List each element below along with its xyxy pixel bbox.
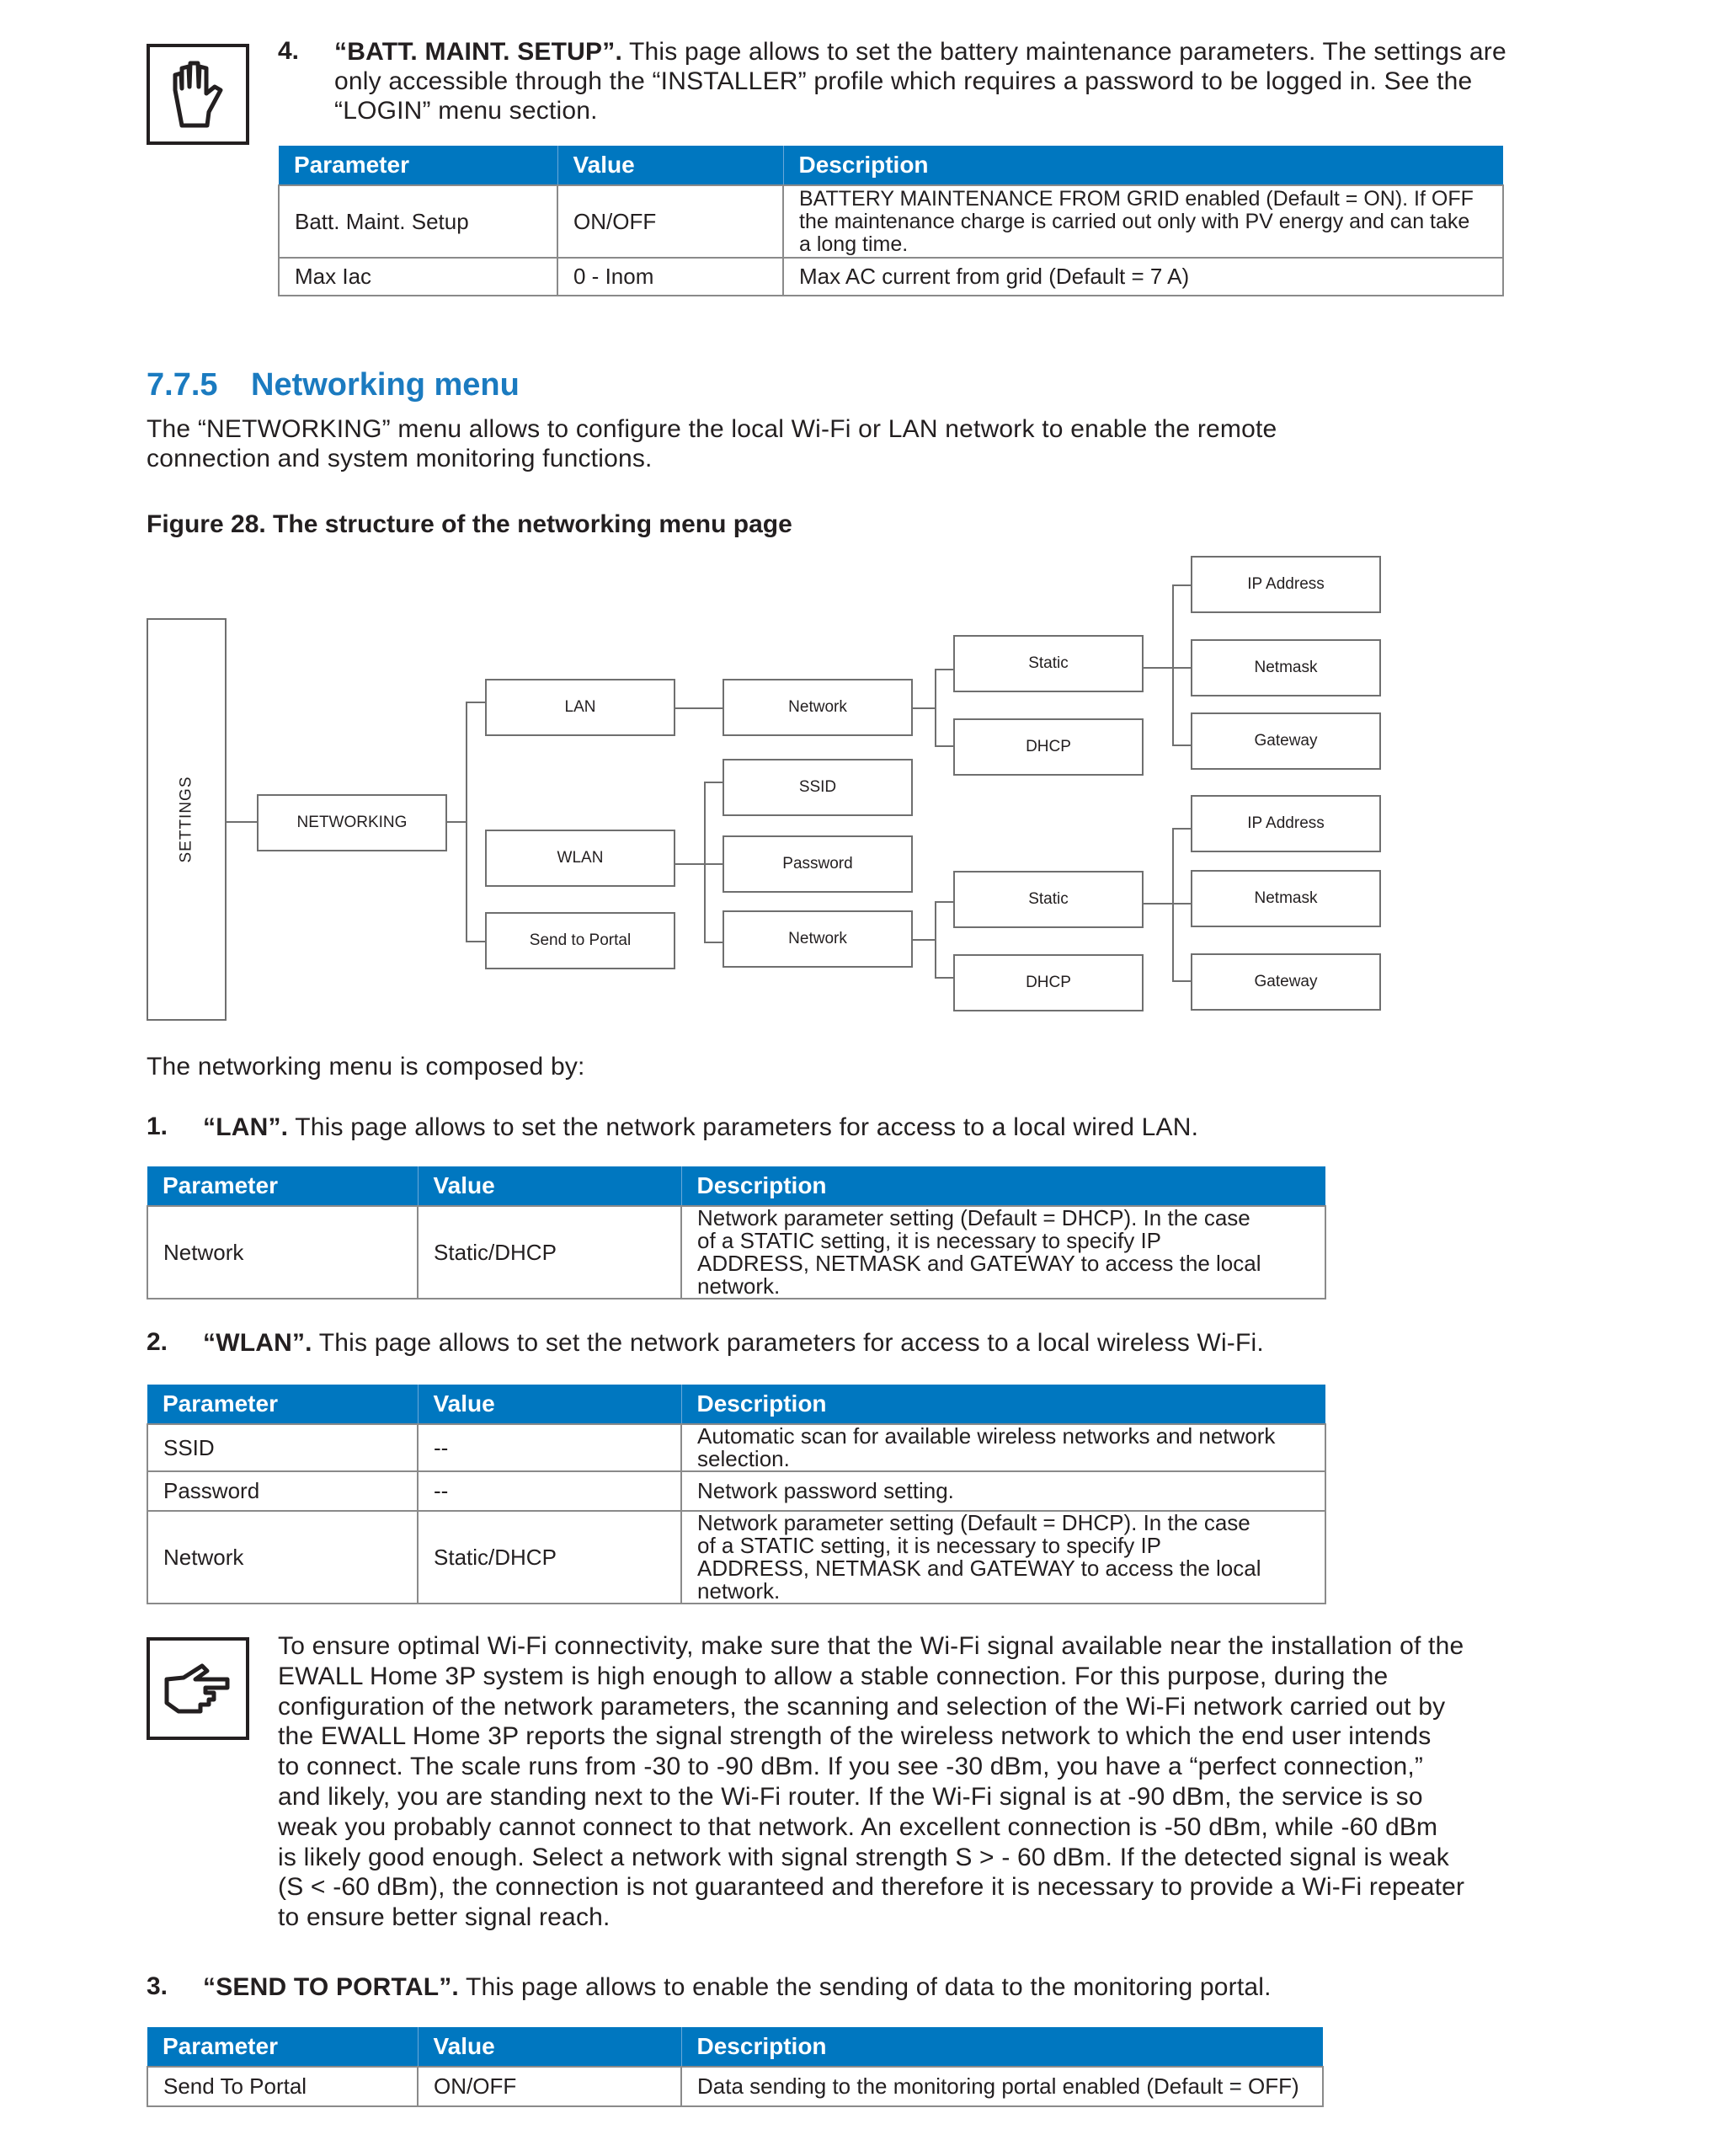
table-row: Send To Portal ON/OFF Data sending to the monitoring portal enabled (Default = OFF) <box>147 2067 1323 2106</box>
col-header-value: Value <box>418 1385 681 1424</box>
warning-icon-box <box>147 44 249 145</box>
diagram-node-wlan-gateway: Gateway <box>1191 953 1381 1011</box>
diagram-node-password: Password <box>723 835 913 893</box>
diagram-node-settings: SETTINGS <box>147 618 227 1021</box>
item-title: “BATT. MAINT. SETUP”. <box>334 38 622 66</box>
table-row: SSID -- Automatic scan for available wireless networks and network selection. <box>147 1424 1325 1471</box>
diagram-node-lan-ip-address: IP Address <box>1191 556 1381 613</box>
diagram-node-lan-dhcp: DHCP <box>953 718 1144 776</box>
col-header-value: Value <box>418 1166 681 1206</box>
table-row: Password -- Network password setting. <box>147 1471 1325 1511</box>
item-title: “SEND TO PORTAL”. <box>203 1973 459 2001</box>
batt-intro: “BATT. MAINT. SETUP”. This page allows to set the battery maintenance parameters. The settings are only accessible through the “INSTALLER” profile which requires a password to be logged in. See the “LOGIN” menu section. <box>334 38 1506 125</box>
diagram-node-ssid: SSID <box>723 759 913 816</box>
diagram-node-wlan: WLAN <box>485 830 675 887</box>
pointing-hand-icon <box>162 1661 234 1716</box>
col-header-value: Value <box>418 2027 681 2067</box>
figure-caption: Figure 28. The structure of the networking menu page <box>147 510 792 538</box>
item-number: 3. <box>147 1972 168 2000</box>
diagram-node-lan-gateway: Gateway <box>1191 712 1381 770</box>
wifi-note-text: To ensure optimal Wi-Fi connectivity, make sure that the Wi-Fi signal available near the installation of the EWALL Home 3P system is high enough to allow a stable connection. For this purpose, during the configuration of the network parameters, the scanning and selection of the Wi-Fi network carried out by the EWALL Home 3P reports the signal strength of the wireless network to which the end user intends to connect. The scale runs from -30 to -90 dBm. If you see -30 dBm, you have a “perfect connection,” and likely, you are standing next to the Wi-Fi router. If the Wi-Fi signal is at -90 dBm, the service is so weak you probably cannot connect to that network. An excellent connection is -50 dBm, while -60 dBm is likely good enough. Select a network with signal strength S > - 60 dBm. If the detected signal is weak (S < -60 dBm), the connection is not guaranteed and therefore it is necessary to provide a Wi-Fi repeater to ensure better signal reach. <box>278 1632 1465 1932</box>
col-header-description: Description <box>681 1385 1325 1424</box>
section-heading <box>147 367 520 403</box>
send-to-portal-table <box>147 2027 1324 2107</box>
note-icon-box <box>147 1637 249 1740</box>
diagram-node-lan-static: Static <box>953 635 1144 692</box>
table-row: Network Static/DHCP Network parameter setting (Default = DHCP). In the case of a STATIC setting, it is necessary to specify IP ADDRESS, NETMASK and GATEWAY to access the local network. <box>147 1206 1325 1299</box>
table-row: Batt. Maint. Setup ON/OFF BATTERY MAINTENANCE FROM GRID enabled (Default = ON). If OFF the maintenance charge is carried out only with PV energy and can take a long time. <box>279 185 1503 258</box>
composed-by-text: The networking menu is composed by: <box>147 1053 585 1081</box>
wlan-table <box>147 1385 1326 1604</box>
item-number: 2. <box>147 1328 168 1356</box>
col-header-description: Description <box>681 1166 1325 1206</box>
diagram-node-wlan-dhcp: DHCP <box>953 954 1144 1011</box>
lan-table <box>147 1166 1326 1299</box>
diagram-node-lan-network: Network <box>723 679 913 736</box>
section-number: 7.7.5 <box>147 367 218 403</box>
item-number: 1. <box>147 1113 168 1140</box>
wlan-intro: “WLAN”. This page allows to set the network parameters for access to a local wireless Wi-Fi. <box>203 1329 1264 1357</box>
col-header-parameter: Parameter <box>147 1385 418 1424</box>
diagram-node-wlan-network: Network <box>723 910 913 968</box>
portal-intro: “SEND TO PORTAL”. This page allows to enable the sending of data to the monitoring portal. <box>203 1973 1272 2001</box>
item-number: 4. <box>278 37 300 65</box>
diagram-node-lan: LAN <box>485 679 675 736</box>
col-header-parameter: Parameter <box>147 1166 418 1206</box>
col-header-parameter: Parameter <box>147 2027 418 2067</box>
table-row: Network Static/DHCP Network parameter setting (Default = DHCP). In the case of a STATIC setting, it is necessary to specify IP ADDRESS, NETMASK and GATEWAY to access the local network. <box>147 1511 1325 1604</box>
networking-intro: The “NETWORKING” menu allows to configure the local Wi-Fi or LAN network to enable the remote connection and system monitoring functions. <box>147 415 1277 472</box>
item-title: “WLAN”. <box>203 1329 312 1357</box>
diagram-node-networking: NETWORKING <box>257 794 447 851</box>
table-row: Max Iac 0 - Inom Max AC current from grid (Default = 7 A) <box>279 258 1503 296</box>
col-header-description: Description <box>783 146 1503 185</box>
item-title: “LAN”. <box>203 1113 289 1141</box>
col-header-parameter: Parameter <box>279 146 557 185</box>
lan-intro: “LAN”. This page allows to set the network parameters for access to a local wired LAN. <box>203 1113 1199 1141</box>
diagram-node-wlan-netmask: Netmask <box>1191 870 1381 927</box>
diagram-node-wlan-ip-address: IP Address <box>1191 795 1381 852</box>
batt-maint-table <box>278 146 1504 296</box>
diagram-node-send-to-portal: Send to Portal <box>485 912 675 969</box>
col-header-description: Description <box>681 2027 1323 2067</box>
section-title: Networking menu <box>251 367 520 403</box>
stop-hand-icon <box>168 56 227 132</box>
diagram-node-wlan-static: Static <box>953 871 1144 928</box>
col-header-value: Value <box>557 146 783 185</box>
diagram-node-lan-netmask: Netmask <box>1191 639 1381 696</box>
